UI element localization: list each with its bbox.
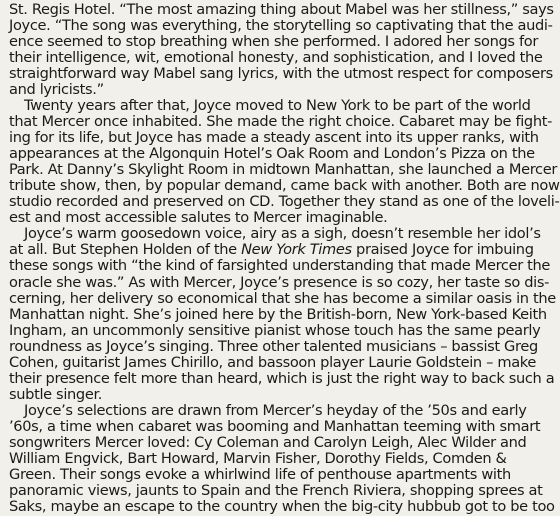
text-line: William Engvick, Bart Howard, Marvin Fisher, Dorothy Fields, Comden & bbox=[9, 449, 507, 467]
document-page bbox=[9, 1, 560, 515]
text-line: Cohen, guitarist James Chirillo, and bassoon player Laurie Goldstein – make bbox=[9, 353, 536, 371]
text-line: tribute show, then, by popular demand, came back with another. Both are now bbox=[9, 177, 560, 195]
text-line: and lyricists.” bbox=[9, 81, 104, 99]
text-line: Joyce’s warm goosedown voice, airy as a sigh, doesn’t resemble her idol’s bbox=[24, 225, 541, 243]
text-line: that Mercer once inhabited. She made the right choice. Cabaret may be fight- bbox=[9, 113, 553, 131]
text-line: oracle she was.” As with Mercer, Joyce’s presence is so cozy, her taste so dis- bbox=[9, 273, 550, 291]
text-line: ing for its life, but Joyce has made a steady ascent into its upper ranks, with bbox=[9, 129, 539, 147]
text-line: subtle singer. bbox=[9, 385, 103, 403]
text-line: Joyce. “The song was everything, the storytelling so captivating that the audi- bbox=[9, 17, 553, 35]
text-line: roundness as Joyce’s singing. Three other talented musicians – bassist Greg bbox=[9, 337, 538, 355]
text-line: ence seemed to stop breathing when she performed. I adored her songs for bbox=[9, 33, 538, 51]
text-line: appearances at the Algonquin Hotel’s Oak Room and London’s Pizza on the bbox=[9, 145, 535, 163]
text-line: their intelligence, wit, emotional honesty, and sophistication, and I loved the bbox=[9, 49, 543, 67]
text-line: ’60s, a time when cabaret was booming and Manhattan teeming with smart bbox=[9, 417, 541, 435]
text-line: these songs with “the kind of farsighted understanding that made Mercer the bbox=[9, 257, 551, 275]
text-segment: at all. But Stephen Holden of the bbox=[9, 241, 242, 259]
text-line: their presence felt more than heard, which is just the right way to back such a bbox=[9, 369, 555, 387]
text-line: panoramic views, jaunts to Spain and the French Riviera, shopping sprees at bbox=[9, 481, 543, 499]
text-line: Manhattan night. She’s joined here by the British-born, New York-based Keith bbox=[9, 305, 547, 323]
text-line: cerning, her delivery so economical that she has become a similar oasis in the bbox=[9, 289, 556, 307]
text-line: songwriters Mercer loved: Cy Coleman and Carolyn Leigh, Alec Wilder and bbox=[9, 433, 527, 451]
publication-title: New York Times bbox=[241, 241, 352, 259]
text-line: St. Regis Hotel. “The most amazing thing about Mabel was her stillness,” says bbox=[9, 1, 554, 18]
text-line: straightforward way Mabel sang lyrics, with the utmost respect for composers bbox=[9, 65, 553, 83]
text-segment: praised Joyce for imbuing bbox=[351, 241, 534, 259]
text-line: est and most accessible salutes to Mercer imaginable. bbox=[9, 209, 388, 227]
text-line: Green. Their songs evoke a whirlwind life of penthouse apartments with bbox=[9, 465, 511, 483]
text-line: studio recorded and preserved on CD. Together they stand as one of the loveli- bbox=[9, 193, 560, 211]
text-line: Ingham, an uncommonly sensitive pianist whose touch has the same pearly bbox=[9, 321, 541, 339]
text-line: Twenty years after that, Joyce moved to New York to be part of the world bbox=[24, 97, 531, 115]
text-line: Joyce’s selections are drawn from Mercer’s heyday of the ’50s and early bbox=[24, 401, 527, 419]
text-line: Park. At Danny’s Skylight Room in midtown Manhattan, she launched a Mercer bbox=[9, 161, 558, 179]
text-line: Saks, maybe an escape to the country when the big-city hubbub got to be too bbox=[9, 497, 555, 515]
